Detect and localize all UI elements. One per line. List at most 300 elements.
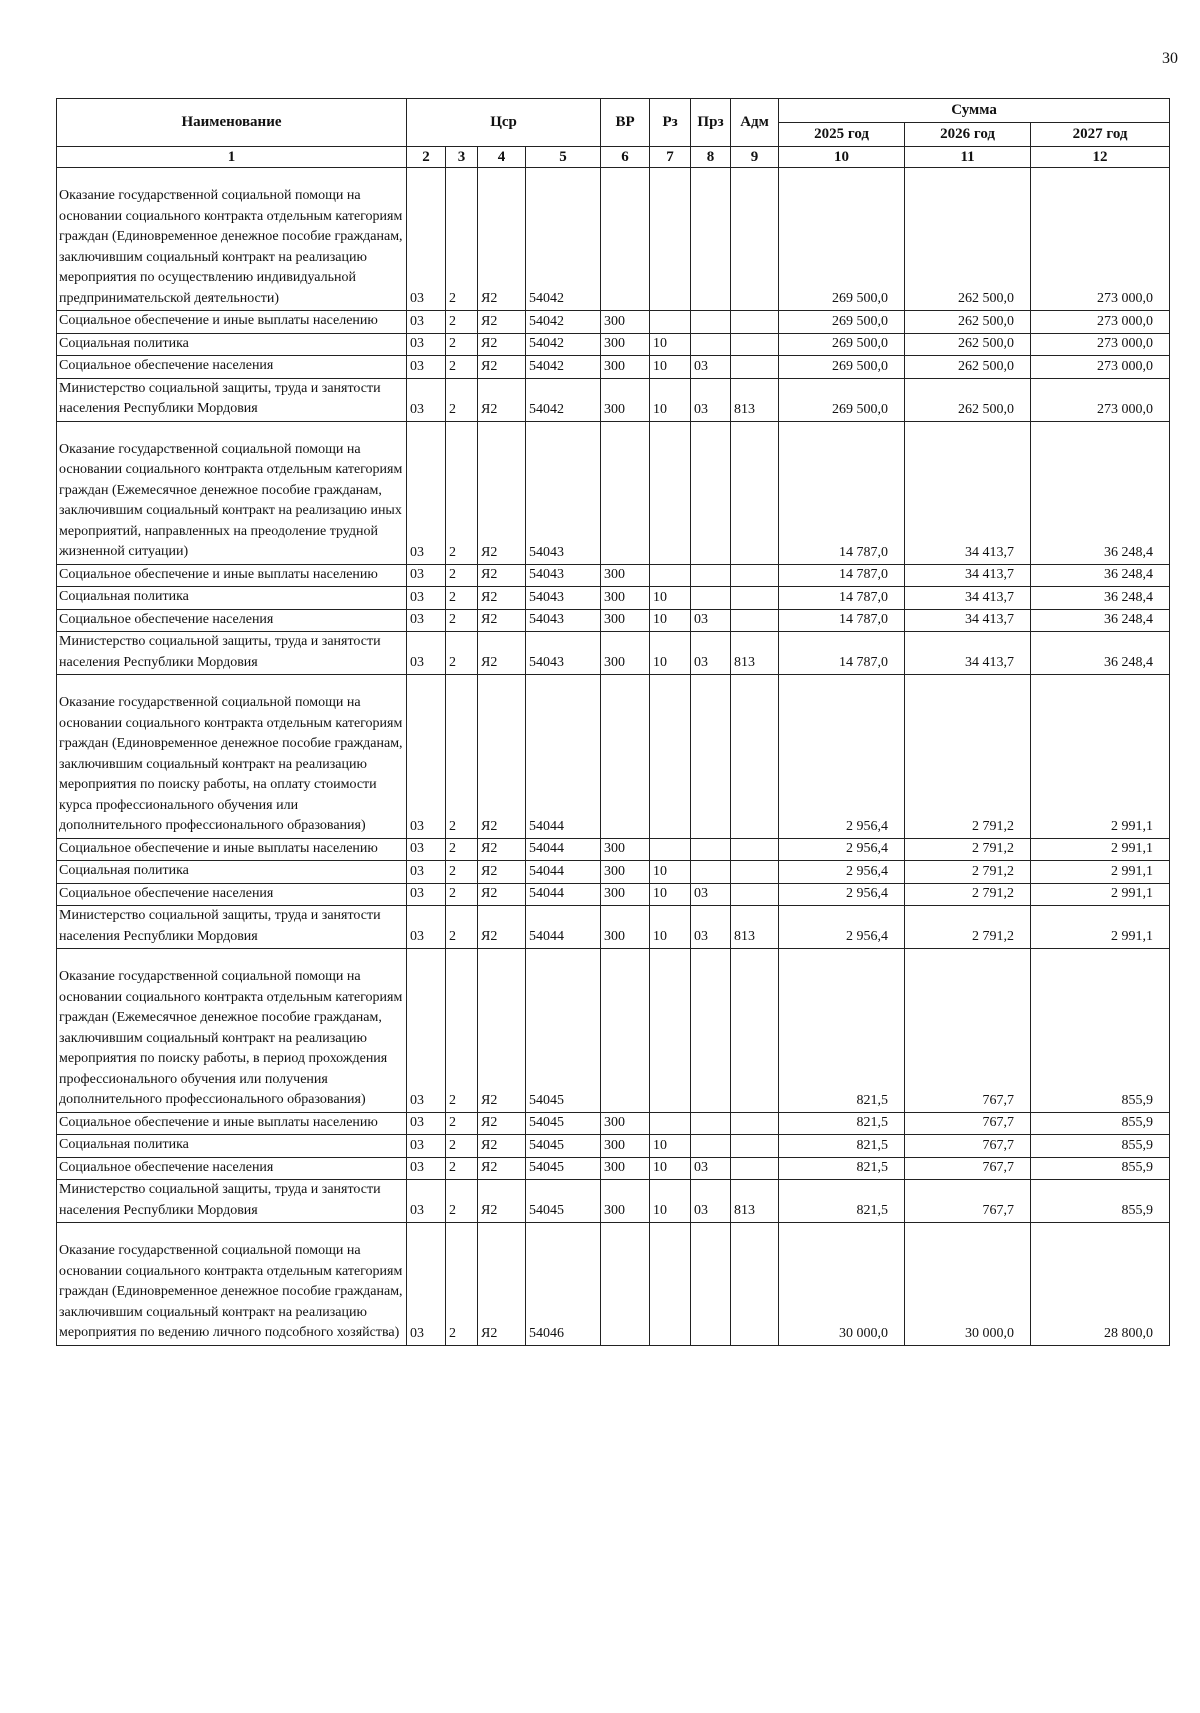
- cell-vr: 300: [601, 632, 650, 675]
- cell-vr: 300: [601, 883, 650, 906]
- header-name: Наименование: [57, 99, 407, 147]
- cell-sum-2025: 269 500,0: [779, 378, 905, 421]
- cell-sum-2027: 855,9: [1031, 1180, 1170, 1223]
- cell-adm: 813: [731, 632, 779, 675]
- cell-sum-2027: 855,9: [1031, 1112, 1170, 1135]
- row-name: Министерство социальной защиты, труда и занятости населения Республики Мордовия: [57, 906, 407, 949]
- table-row: [57, 1180, 1170, 1223]
- cell-adm: [731, 883, 779, 906]
- header-year-2027: 2027 год: [1031, 123, 1170, 147]
- cell-csr-code: 54043: [526, 632, 601, 675]
- row-name: Социальная политика: [57, 861, 407, 884]
- row-name: Социальное обеспечение населения: [57, 883, 407, 906]
- cell-sum-2027: 855,9: [1031, 1157, 1170, 1180]
- cell-sum-2025: 821,5: [779, 1157, 905, 1180]
- cell-vr: 300: [601, 1112, 650, 1135]
- cell-csr-code: 54044: [526, 675, 601, 839]
- table-row: [57, 1135, 1170, 1158]
- cell-csr-program: 03: [407, 906, 446, 949]
- cell-sum-2025: 2 956,4: [779, 838, 905, 861]
- cell-sum-2027: 273 000,0: [1031, 356, 1170, 379]
- cell-rz: 10: [650, 906, 691, 949]
- row-name: Оказание государственной социальной помощи на основании социального контракта отдельным категориям граждан (Ежемесячное денежное пособие гражданам, заключившим социальный контракт на реализацию иных мероприятий, направленных на преодоление трудной жизненной ситуации): [57, 421, 407, 564]
- cell-sum-2027: 273 000,0: [1031, 311, 1170, 334]
- cell-sum-2026: 262 500,0: [905, 168, 1031, 311]
- cell-rz: [650, 421, 691, 564]
- cell-csr-program: 03: [407, 1223, 446, 1346]
- cell-rz: 10: [650, 861, 691, 884]
- cell-prz: [691, 421, 731, 564]
- column-number: 12: [1031, 147, 1170, 168]
- cell-rz: 10: [650, 1157, 691, 1180]
- cell-sum-2025: 269 500,0: [779, 356, 905, 379]
- cell-sum-2027: 36 248,4: [1031, 564, 1170, 587]
- cell-adm: [731, 1135, 779, 1158]
- cell-vr: 300: [601, 1157, 650, 1180]
- cell-csr-subprogram: 2: [446, 1223, 478, 1346]
- cell-rz: [650, 168, 691, 311]
- cell-csr-subprogram: 2: [446, 378, 478, 421]
- cell-csr-program: 03: [407, 378, 446, 421]
- cell-sum-2025: 269 500,0: [779, 311, 905, 334]
- cell-prz: 03: [691, 378, 731, 421]
- cell-csr-project: Я2: [478, 949, 526, 1113]
- cell-prz: [691, 311, 731, 334]
- cell-csr-project: Я2: [478, 587, 526, 610]
- cell-csr-program: 03: [407, 168, 446, 311]
- cell-sum-2025: 2 956,4: [779, 906, 905, 949]
- cell-csr-subprogram: 2: [446, 861, 478, 884]
- cell-rz: 10: [650, 883, 691, 906]
- cell-csr-code: 54043: [526, 587, 601, 610]
- cell-sum-2026: 767,7: [905, 1112, 1031, 1135]
- cell-prz: 03: [691, 632, 731, 675]
- cell-sum-2026: 34 413,7: [905, 632, 1031, 675]
- cell-sum-2026: 2 791,2: [905, 675, 1031, 839]
- row-name: Министерство социальной защиты, труда и занятости населения Республики Мордовия: [57, 378, 407, 421]
- cell-csr-code: 54042: [526, 168, 601, 311]
- cell-csr-code: 54042: [526, 378, 601, 421]
- cell-vr: 300: [601, 311, 650, 334]
- cell-vr: [601, 675, 650, 839]
- cell-adm: [731, 1157, 779, 1180]
- column-number: 9: [731, 147, 779, 168]
- table-row-group: [57, 675, 1170, 839]
- cell-sum-2026: 262 500,0: [905, 378, 1031, 421]
- cell-csr-code: 54044: [526, 906, 601, 949]
- cell-csr-project: Я2: [478, 168, 526, 311]
- row-name: Социальное обеспечение населения: [57, 609, 407, 632]
- cell-csr-program: 03: [407, 356, 446, 379]
- table-row-group: [57, 421, 1170, 564]
- cell-prz: 03: [691, 1157, 731, 1180]
- cell-csr-project: Я2: [478, 906, 526, 949]
- table-row: [57, 587, 1170, 610]
- cell-vr: 300: [601, 838, 650, 861]
- column-number: 8: [691, 147, 731, 168]
- cell-sum-2027: 273 000,0: [1031, 378, 1170, 421]
- cell-csr-program: 03: [407, 1157, 446, 1180]
- cell-vr: 300: [601, 609, 650, 632]
- cell-adm: [731, 838, 779, 861]
- cell-vr: 300: [601, 333, 650, 356]
- cell-sum-2026: 2 791,2: [905, 906, 1031, 949]
- row-name: Министерство социальной защиты, труда и занятости населения Республики Мордовия: [57, 1180, 407, 1223]
- cell-adm: [731, 333, 779, 356]
- row-name: Социальная политика: [57, 587, 407, 610]
- row-name: Социальное обеспечение и иные выплаты населению: [57, 838, 407, 861]
- cell-csr-project: Я2: [478, 1223, 526, 1346]
- cell-vr: 300: [601, 861, 650, 884]
- cell-sum-2026: 2 791,2: [905, 883, 1031, 906]
- cell-csr-code: 54044: [526, 861, 601, 884]
- cell-csr-subprogram: 2: [446, 632, 478, 675]
- header-adm: Адм: [731, 99, 779, 147]
- cell-csr-code: 54045: [526, 1180, 601, 1223]
- cell-csr-project: Я2: [478, 333, 526, 356]
- cell-csr-subprogram: 2: [446, 356, 478, 379]
- cell-csr-code: 54042: [526, 333, 601, 356]
- cell-sum-2025: 14 787,0: [779, 609, 905, 632]
- cell-csr-code: 54045: [526, 1135, 601, 1158]
- cell-csr-code: 54043: [526, 421, 601, 564]
- cell-rz: [650, 311, 691, 334]
- row-name: Социальное обеспечение населения: [57, 1157, 407, 1180]
- cell-adm: [731, 356, 779, 379]
- column-number: 7: [650, 147, 691, 168]
- cell-prz: [691, 675, 731, 839]
- cell-csr-subprogram: 2: [446, 1112, 478, 1135]
- cell-csr-program: 03: [407, 1135, 446, 1158]
- cell-csr-project: Я2: [478, 378, 526, 421]
- row-name: Оказание государственной социальной помощи на основании социального контракта отдельным категориям граждан (Единовременное денежное пособие гражданам, заключившим социальный контракт на реализацию мероприятия по осуществлению индивидуальной предпринимательской деятельности): [57, 168, 407, 311]
- cell-sum-2025: 14 787,0: [779, 564, 905, 587]
- cell-csr-subprogram: 2: [446, 609, 478, 632]
- cell-csr-subprogram: 2: [446, 168, 478, 311]
- cell-adm: [731, 1112, 779, 1135]
- cell-sum-2026: 262 500,0: [905, 311, 1031, 334]
- cell-adm: 813: [731, 906, 779, 949]
- cell-sum-2025: 2 956,4: [779, 675, 905, 839]
- cell-sum-2026: 2 791,2: [905, 861, 1031, 884]
- cell-prz: [691, 168, 731, 311]
- cell-csr-code: 54043: [526, 609, 601, 632]
- header-year-2026: 2026 год: [905, 123, 1031, 147]
- cell-prz: [691, 333, 731, 356]
- cell-csr-project: Я2: [478, 1180, 526, 1223]
- cell-sum-2026: 34 413,7: [905, 564, 1031, 587]
- cell-vr: 300: [601, 564, 650, 587]
- row-name: Оказание государственной социальной помощи на основании социального контракта отдельным категориям граждан (Единовременное денежное пособие гражданам, заключившим социальный контракт на реализацию мероприятия по ведению личного подсобного хозяйства): [57, 1223, 407, 1346]
- table-row-group: [57, 168, 1170, 311]
- cell-csr-project: Я2: [478, 675, 526, 839]
- cell-rz: [650, 1112, 691, 1135]
- cell-csr-subprogram: 2: [446, 1180, 478, 1223]
- cell-adm: [731, 675, 779, 839]
- cell-vr: 300: [601, 587, 650, 610]
- cell-rz: [650, 675, 691, 839]
- cell-sum-2025: 30 000,0: [779, 1223, 905, 1346]
- table-row: [57, 1157, 1170, 1180]
- cell-vr: [601, 1223, 650, 1346]
- cell-csr-program: 03: [407, 1180, 446, 1223]
- header-prz: Прз: [691, 99, 731, 147]
- column-number: 1: [57, 147, 407, 168]
- header-year-2025: 2025 год: [779, 123, 905, 147]
- column-number-row: [57, 147, 1170, 168]
- cell-csr-program: 03: [407, 949, 446, 1113]
- table-row: [57, 311, 1170, 334]
- cell-sum-2025: 821,5: [779, 1135, 905, 1158]
- cell-csr-program: 03: [407, 609, 446, 632]
- cell-vr: 300: [601, 356, 650, 379]
- page-number: 30: [1162, 50, 1178, 67]
- cell-adm: [731, 949, 779, 1113]
- cell-prz: 03: [691, 1180, 731, 1223]
- cell-adm: [731, 311, 779, 334]
- cell-csr-program: 03: [407, 883, 446, 906]
- row-name: Социальное обеспечение населения: [57, 356, 407, 379]
- table-row-group: [57, 1223, 1170, 1346]
- cell-sum-2026: 767,7: [905, 1157, 1031, 1180]
- cell-csr-subprogram: 2: [446, 311, 478, 334]
- cell-sum-2025: 14 787,0: [779, 421, 905, 564]
- cell-csr-subprogram: 2: [446, 949, 478, 1113]
- cell-sum-2025: 2 956,4: [779, 861, 905, 884]
- cell-sum-2027: 2 991,1: [1031, 838, 1170, 861]
- cell-csr-subprogram: 2: [446, 421, 478, 564]
- cell-adm: 813: [731, 1180, 779, 1223]
- cell-sum-2027: 28 800,0: [1031, 1223, 1170, 1346]
- cell-sum-2027: 273 000,0: [1031, 333, 1170, 356]
- cell-rz: 10: [650, 632, 691, 675]
- cell-sum-2027: 36 248,4: [1031, 587, 1170, 610]
- budget-table: [56, 98, 1170, 1346]
- row-name: Социальное обеспечение и иные выплаты населению: [57, 1112, 407, 1135]
- cell-sum-2026: 262 500,0: [905, 356, 1031, 379]
- cell-adm: [731, 587, 779, 610]
- cell-rz: [650, 949, 691, 1113]
- cell-csr-subprogram: 2: [446, 906, 478, 949]
- cell-csr-subprogram: 2: [446, 883, 478, 906]
- cell-rz: 10: [650, 1180, 691, 1223]
- cell-sum-2026: 2 791,2: [905, 838, 1031, 861]
- cell-sum-2027: 2 991,1: [1031, 861, 1170, 884]
- header-csr: Цср: [407, 99, 601, 147]
- cell-prz: [691, 949, 731, 1113]
- cell-vr: 300: [601, 906, 650, 949]
- cell-csr-code: 54045: [526, 949, 601, 1113]
- cell-vr: [601, 168, 650, 311]
- column-number: 3: [446, 147, 478, 168]
- cell-prz: 03: [691, 883, 731, 906]
- cell-csr-code: 54043: [526, 564, 601, 587]
- cell-sum-2026: 767,7: [905, 1180, 1031, 1223]
- cell-csr-subprogram: 2: [446, 333, 478, 356]
- cell-rz: 10: [650, 609, 691, 632]
- cell-csr-project: Я2: [478, 883, 526, 906]
- cell-sum-2025: 821,5: [779, 1112, 905, 1135]
- cell-sum-2026: 262 500,0: [905, 333, 1031, 356]
- cell-prz: [691, 861, 731, 884]
- cell-prz: 03: [691, 356, 731, 379]
- cell-vr: 300: [601, 1135, 650, 1158]
- cell-vr: 300: [601, 1180, 650, 1223]
- cell-prz: [691, 1223, 731, 1346]
- cell-adm: 813: [731, 378, 779, 421]
- cell-rz: [650, 564, 691, 587]
- cell-rz: 10: [650, 1135, 691, 1158]
- header-vr: ВР: [601, 99, 650, 147]
- column-number: 2: [407, 147, 446, 168]
- cell-sum-2026: 767,7: [905, 1135, 1031, 1158]
- cell-vr: [601, 949, 650, 1113]
- cell-sum-2026: 30 000,0: [905, 1223, 1031, 1346]
- cell-csr-project: Я2: [478, 632, 526, 675]
- table-row: [57, 632, 1170, 675]
- cell-rz: [650, 1223, 691, 1346]
- header-sum: Сумма: [779, 99, 1170, 123]
- table-row: [57, 356, 1170, 379]
- cell-rz: 10: [650, 356, 691, 379]
- cell-csr-subprogram: 2: [446, 675, 478, 839]
- cell-csr-program: 03: [407, 333, 446, 356]
- table-row: [57, 838, 1170, 861]
- cell-prz: [691, 1112, 731, 1135]
- table-row: [57, 333, 1170, 356]
- cell-csr-project: Я2: [478, 861, 526, 884]
- cell-csr-program: 03: [407, 587, 446, 610]
- cell-csr-project: Я2: [478, 311, 526, 334]
- cell-rz: 10: [650, 587, 691, 610]
- cell-prz: [691, 564, 731, 587]
- cell-csr-project: Я2: [478, 1157, 526, 1180]
- row-name: Социальная политика: [57, 333, 407, 356]
- cell-csr-project: Я2: [478, 421, 526, 564]
- cell-sum-2025: 269 500,0: [779, 168, 905, 311]
- cell-prz: [691, 838, 731, 861]
- table-row: [57, 861, 1170, 884]
- cell-sum-2027: 36 248,4: [1031, 609, 1170, 632]
- cell-csr-code: 54045: [526, 1112, 601, 1135]
- cell-sum-2025: 14 787,0: [779, 587, 905, 610]
- row-name: Министерство социальной защиты, труда и занятости населения Республики Мордовия: [57, 632, 407, 675]
- cell-csr-subprogram: 2: [446, 1157, 478, 1180]
- cell-csr-code: 54044: [526, 838, 601, 861]
- column-number: 6: [601, 147, 650, 168]
- column-number: 4: [478, 147, 526, 168]
- cell-adm: [731, 609, 779, 632]
- cell-csr-code: 54042: [526, 356, 601, 379]
- cell-sum-2027: 36 248,4: [1031, 421, 1170, 564]
- cell-csr-subprogram: 2: [446, 564, 478, 587]
- cell-csr-project: Я2: [478, 609, 526, 632]
- cell-csr-subprogram: 2: [446, 1135, 478, 1158]
- table-row: [57, 564, 1170, 587]
- cell-adm: [731, 168, 779, 311]
- cell-sum-2027: 2 991,1: [1031, 906, 1170, 949]
- table-row: [57, 378, 1170, 421]
- cell-csr-project: Я2: [478, 838, 526, 861]
- cell-adm: [731, 421, 779, 564]
- cell-sum-2026: 34 413,7: [905, 609, 1031, 632]
- cell-prz: 03: [691, 609, 731, 632]
- cell-csr-project: Я2: [478, 1135, 526, 1158]
- cell-prz: [691, 1135, 731, 1158]
- cell-adm: [731, 1223, 779, 1346]
- cell-sum-2027: 2 991,1: [1031, 883, 1170, 906]
- cell-sum-2026: 34 413,7: [905, 587, 1031, 610]
- table-row: [57, 609, 1170, 632]
- cell-sum-2027: 855,9: [1031, 949, 1170, 1113]
- cell-prz: [691, 587, 731, 610]
- cell-rz: [650, 838, 691, 861]
- table-row: [57, 1112, 1170, 1135]
- cell-sum-2027: 855,9: [1031, 1135, 1170, 1158]
- table-header: [57, 99, 1170, 168]
- cell-csr-subprogram: 2: [446, 838, 478, 861]
- cell-vr: 300: [601, 378, 650, 421]
- header-rz: Рз: [650, 99, 691, 147]
- cell-sum-2025: 269 500,0: [779, 333, 905, 356]
- column-number: 5: [526, 147, 601, 168]
- cell-adm: [731, 861, 779, 884]
- cell-prz: 03: [691, 906, 731, 949]
- table-body: [57, 168, 1170, 1346]
- cell-csr-code: 54042: [526, 311, 601, 334]
- cell-csr-program: 03: [407, 838, 446, 861]
- cell-csr-subprogram: 2: [446, 587, 478, 610]
- cell-csr-program: 03: [407, 632, 446, 675]
- cell-adm: [731, 564, 779, 587]
- cell-sum-2026: 34 413,7: [905, 421, 1031, 564]
- table-row: [57, 906, 1170, 949]
- cell-sum-2025: 14 787,0: [779, 632, 905, 675]
- column-number: 11: [905, 147, 1031, 168]
- cell-sum-2027: 273 000,0: [1031, 168, 1170, 311]
- cell-sum-2027: 2 991,1: [1031, 675, 1170, 839]
- cell-csr-code: 54045: [526, 1157, 601, 1180]
- cell-vr: [601, 421, 650, 564]
- cell-csr-code: 54044: [526, 883, 601, 906]
- column-number: 10: [779, 147, 905, 168]
- row-name: Оказание государственной социальной помощи на основании социального контракта отдельным категориям граждан (Ежемесячное денежное пособие гражданам, заключившим социальный контракт на реализацию мероприятия по поиску работы, в период прохождения профессионального обучения или получения дополнительного профессионального образования): [57, 949, 407, 1113]
- cell-csr-program: 03: [407, 421, 446, 564]
- table-row: [57, 883, 1170, 906]
- cell-sum-2025: 821,5: [779, 1180, 905, 1223]
- cell-csr-program: 03: [407, 675, 446, 839]
- cell-sum-2027: 36 248,4: [1031, 632, 1170, 675]
- row-name: Социальное обеспечение и иные выплаты населению: [57, 564, 407, 587]
- cell-csr-project: Я2: [478, 1112, 526, 1135]
- cell-csr-code: 54046: [526, 1223, 601, 1346]
- cell-csr-program: 03: [407, 1112, 446, 1135]
- cell-rz: 10: [650, 378, 691, 421]
- row-name: Оказание государственной социальной помощи на основании социального контракта отдельным категориям граждан (Единовременное денежное пособие гражданам, заключившим социальный контракт на реализацию мероприятия по поиску работы, на оплату стоимости курса профессионального обучения или дополнительного профессионального образования): [57, 675, 407, 839]
- cell-sum-2026: 767,7: [905, 949, 1031, 1113]
- cell-csr-project: Я2: [478, 356, 526, 379]
- table-row-group: [57, 949, 1170, 1113]
- cell-sum-2025: 821,5: [779, 949, 905, 1113]
- row-name: Социальное обеспечение и иные выплаты населению: [57, 311, 407, 334]
- cell-csr-program: 03: [407, 564, 446, 587]
- cell-csr-program: 03: [407, 311, 446, 334]
- row-name: Социальная политика: [57, 1135, 407, 1158]
- cell-rz: 10: [650, 333, 691, 356]
- cell-csr-program: 03: [407, 861, 446, 884]
- cell-sum-2025: 2 956,4: [779, 883, 905, 906]
- cell-csr-project: Я2: [478, 564, 526, 587]
